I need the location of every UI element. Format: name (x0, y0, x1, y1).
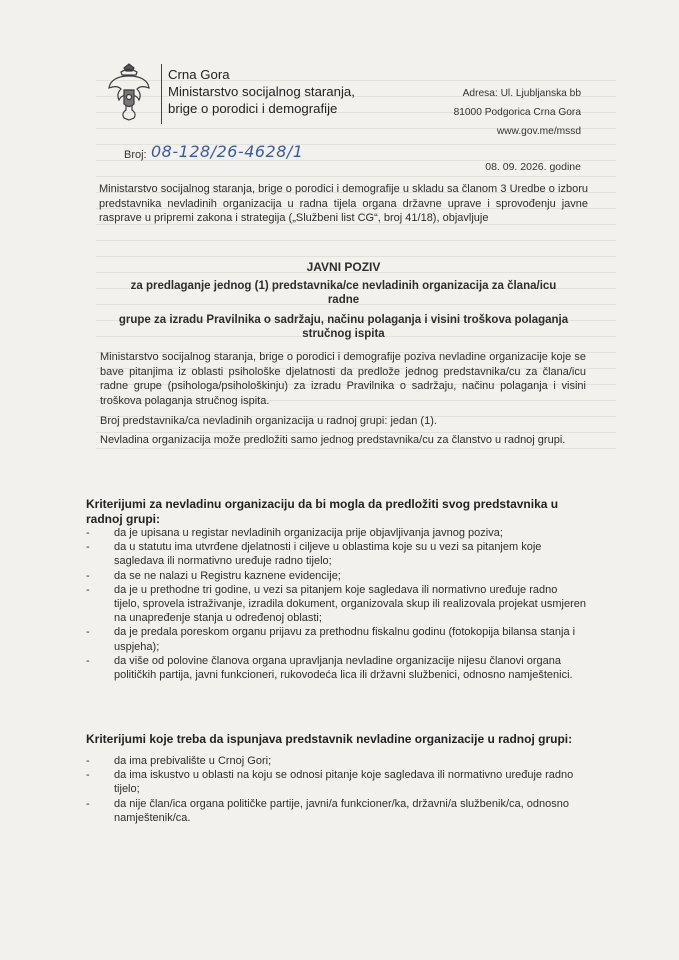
ministry-name-line2: brige o porodici i demografije (168, 101, 338, 116)
list-item-text: da nije član/ica organa političke partije, javni/a funkcioner/ka, državni/a službenik/ca, odnosno namještenik/ca. (114, 797, 569, 824)
list-item (86, 768, 586, 796)
subtitle-line1: za predlaganje jednog (1) predstavnika/ce nevladinih organizacija za člana/icu (130, 280, 557, 292)
ministry-name-line1: Ministarstvo socijalnog staranja, (168, 84, 355, 99)
address-city: 81000 Podgorica Crna Gora (453, 107, 581, 118)
address-street: Adresa: Ul. Ljubljanska bb (462, 88, 581, 99)
broj-handwritten: 08-128/26-4628/1 (151, 142, 304, 161)
rep-criteria-list (86, 754, 586, 825)
list-item (86, 526, 586, 540)
header-divider (161, 64, 162, 124)
body-paragraph-2: Broj predstavnika/ca nevladinih organizacija u radnoj grupi: jedan (1). (100, 415, 437, 427)
list-item-text: da ima prebivalište u Crnoj Gori; (114, 755, 272, 767)
list-marker: - (86, 626, 90, 639)
list-item-text: da je u prethodne tri godine, u vezi sa pitanjem koje sagledava ili normativno uređuje radno tijelo, sprovela istraživanje, izradila dokument, organizovala skup ili realizovala projekat usmjeren na unapređenje stanja u određenoj oblasti; (114, 583, 587, 625)
list-marker: - (86, 755, 90, 767)
ministry-block (168, 66, 355, 117)
subtitle-line3: grupe za izradu Pravilnika o sadržaju, načinu polaganja i visini troškova polaganja (118, 314, 569, 326)
list-marker: - (86, 654, 90, 667)
list-item (86, 583, 586, 626)
intro-paragraph: Ministarstvo socijalnog staranja, brige o porodici i demografije u skladu sa članom 3 Uredbe o izboru predstavnika nevladinih organizacija u radna tijela organa državne uprave i sprovođenju javne rasprave u pripremi zakona i strategija („Službeni list CG“, broj 41/18), objavljuje (99, 183, 588, 225)
list-item-text: da se ne nalazi u Registru kaznene evidencije; (114, 569, 341, 582)
list-marker: - (86, 569, 90, 582)
website-link[interactable]: www.gov.me/mssd (496, 126, 581, 137)
list-item (86, 625, 586, 653)
list-item-text: da je predala poreskom organu prijavu za prethodnu fiskalnu godinu (fotokopija bilansa stanja i uspjeha); (114, 626, 576, 653)
list-item-text: da u statutu ima utvrđene djelatnosti i ciljeve u oblastima koje su u vezi sa pitanjem koje sagledava ili normativno uređuje radno tijelo; (114, 541, 542, 568)
body-paragraph-1: Ministarstvo socijalnog staranja, brige o porodici i demografije poziva nevladine organizacije koje se bave pitanjima iz oblasti psihološke djelatnosti da predlože jednog predstavnika/cu za člana/icu radne grupe (psihologa/psihološkinju) za izradu Pravilnika o sadržaju, načinu polaganja i visini troškova polaganja stručnog ispita. (100, 351, 586, 407)
list-item-text: da je upisana u registar nevladinih organizacija prije objavljivanja javnog poziva; (114, 527, 503, 539)
address-block (454, 84, 581, 141)
body-paragraph-3: Nevladina organizacija može predložiti samo jednog predstavnika/cu za članstvo u radnoj grupi. (100, 434, 566, 446)
org-criteria-list (86, 526, 586, 682)
list-marker: - (86, 583, 90, 596)
list-marker: - (86, 797, 90, 810)
document-subtitle (99, 279, 588, 341)
subtitle-line2: radne (327, 294, 360, 306)
org-criteria-heading: Kriterijumi za nevladinu organizaciju da bi mogla da predložiti svog predstavnika u radnoj grupi: (86, 497, 559, 526)
country-name: Crna Gora (168, 67, 230, 82)
list-item (86, 797, 586, 825)
subtitle-line4: stručnog ispita (302, 328, 385, 340)
list-item-text: da više od polovine članova organa upravljanja nevladine organizacije nijesu članovi organa političkih partija, javni funkcioneri, rukovodeća lica ili državni službenici, odnosno namještenici. (114, 654, 573, 682)
list-item-text: da ima iskustvo u oblasti na koju se odnosi pitanje koje sagledava ili normativno uređuje radno tijelo; (114, 769, 574, 796)
document-title: JAVNI POZIV (306, 260, 381, 274)
list-item (86, 540, 586, 568)
list-item (86, 654, 586, 682)
list-item (86, 754, 586, 768)
document-date: 08. 09. 2026. godine (485, 161, 581, 173)
broj-label: Broj: (124, 149, 147, 161)
list-marker: - (86, 769, 90, 782)
list-marker: - (86, 541, 90, 554)
list-marker: - (86, 527, 90, 539)
rep-criteria-heading: Kriterijumi koje treba da ispunjava predstavnik nevladine organizacije u radnoj grupi: (86, 732, 573, 746)
list-item (86, 569, 586, 583)
coat-of-arms-icon (106, 62, 152, 122)
